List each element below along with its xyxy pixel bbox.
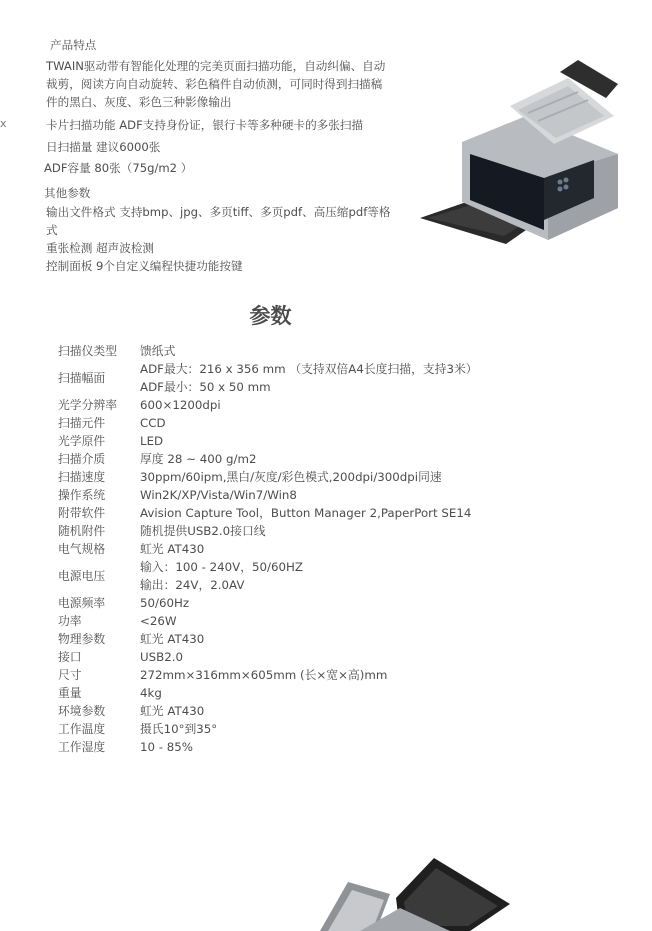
product-features-section bbox=[0, 0, 652, 290]
param-value-line: 4kg bbox=[140, 686, 162, 700]
param-value-line: CCD bbox=[140, 416, 166, 430]
twain-line-3: 件的黑白、灰度、彩色三种影像输出 bbox=[46, 95, 232, 109]
param-value-line: 50/60Hz bbox=[140, 596, 190, 610]
param-name: 操作系统 bbox=[58, 488, 106, 502]
param-value-line: Win2K/XP/Vista/Win7/Win8 bbox=[140, 488, 297, 502]
param-value bbox=[140, 504, 488, 522]
param-row bbox=[48, 738, 488, 756]
param-name: 扫描元件 bbox=[58, 416, 106, 430]
param-name: 附带软件 bbox=[58, 506, 106, 520]
param-name: 重量 bbox=[58, 686, 82, 700]
param-value bbox=[140, 648, 488, 666]
param-value bbox=[140, 684, 488, 702]
param-row bbox=[48, 540, 488, 558]
param-name: 接口 bbox=[58, 650, 82, 664]
param-value-line: 10 - 85% bbox=[140, 740, 193, 754]
param-value-line: ADF最小：50 x 50 mm bbox=[140, 380, 271, 394]
param-name: 扫描介质 bbox=[58, 452, 106, 466]
param-value-line: 虹光 AT430 bbox=[140, 632, 205, 646]
param-value-line: 输入：100 - 240V，50/60HZ bbox=[140, 560, 303, 574]
param-value-line: 输出：24V，2.0AV bbox=[140, 578, 245, 592]
param-value bbox=[140, 666, 488, 684]
param-value bbox=[140, 360, 488, 396]
param-row bbox=[48, 612, 488, 630]
adf-capacity-text: ADF容量 80张（75g/m2 ） bbox=[44, 161, 193, 175]
param-value-line: 馈纸式 bbox=[140, 344, 176, 358]
param-value-line: Avision Capture Tool，Button Manager 2,PaperPort SE14 bbox=[140, 506, 472, 520]
param-value bbox=[140, 522, 488, 540]
param-name: 电源频率 bbox=[58, 596, 106, 610]
param-row bbox=[48, 648, 488, 666]
param-value-line: 600×1200dpi bbox=[140, 398, 221, 412]
param-value bbox=[140, 612, 488, 630]
param-row bbox=[48, 666, 488, 684]
param-value bbox=[140, 342, 488, 360]
param-value bbox=[140, 630, 488, 648]
param-value-line: <26W bbox=[140, 614, 177, 628]
param-value-line: USB2.0 bbox=[140, 650, 183, 664]
param-name: 电气规格 bbox=[58, 542, 106, 556]
other-params-heading: 其他参数 bbox=[44, 186, 91, 200]
param-value bbox=[140, 720, 488, 738]
param-value bbox=[140, 558, 488, 594]
features-heading: 产品特点 bbox=[50, 38, 97, 52]
param-name: 环境参数 bbox=[58, 704, 106, 718]
param-row bbox=[48, 396, 488, 414]
param-row bbox=[48, 522, 488, 540]
param-name: 光学原件 bbox=[58, 434, 106, 448]
param-value bbox=[140, 486, 488, 504]
param-value bbox=[140, 450, 488, 468]
control-panel-text: 控制面板 9个自定义编程快捷功能按键 bbox=[46, 259, 243, 273]
double-feed-text: 重张检测 超声波检测 bbox=[46, 241, 155, 255]
param-value bbox=[140, 468, 488, 486]
param-value-line: 摄氏10°到35° bbox=[140, 722, 218, 736]
output-format-line-2: 式 bbox=[46, 223, 58, 237]
param-row bbox=[48, 360, 488, 396]
param-value-line: 272mm×316mm×605mm (长×宽×高)mm bbox=[140, 668, 388, 682]
output-format-line-1: 输出文件格式 支持bmp、jpg、多页tiff、多页pdf、高压缩pdf等格 bbox=[46, 205, 391, 219]
param-name: 随机附件 bbox=[58, 524, 106, 538]
param-value bbox=[140, 702, 488, 720]
document-scanner-partial-image bbox=[300, 852, 560, 931]
param-name: 工作湿度 bbox=[58, 740, 106, 754]
edge-mark: x bbox=[0, 117, 7, 130]
param-value-line: ADF最大：216 x 356 mm （支持双倍A4长度扫描，支持3米） bbox=[140, 362, 478, 376]
param-value bbox=[140, 414, 488, 432]
param-name: 物理参数 bbox=[58, 632, 106, 646]
param-row bbox=[48, 342, 488, 360]
param-name: 工作温度 bbox=[58, 722, 106, 736]
param-name: 功率 bbox=[58, 614, 82, 628]
param-row bbox=[48, 684, 488, 702]
param-name: 扫描幅面 bbox=[58, 371, 106, 385]
param-value-line: 厚度 28 ~ 400 g/m2 bbox=[140, 452, 257, 466]
param-row bbox=[48, 630, 488, 648]
param-name: 电源电压 bbox=[58, 569, 106, 583]
param-name: 扫描仪类型 bbox=[58, 344, 117, 358]
param-row bbox=[48, 594, 488, 612]
param-row bbox=[48, 558, 488, 594]
param-row bbox=[48, 432, 488, 450]
param-row bbox=[48, 450, 488, 468]
param-value bbox=[140, 738, 488, 756]
param-value-line: 30ppm/60ipm,黑白/灰度/彩色模式,200dpi/300dpi同速 bbox=[140, 470, 442, 484]
param-value bbox=[140, 540, 488, 558]
param-name: 扫描速度 bbox=[58, 470, 106, 484]
param-value-line: 随机提供USB2.0接口线 bbox=[140, 524, 266, 538]
param-value-line: 虹光 AT430 bbox=[140, 704, 205, 718]
param-row bbox=[48, 720, 488, 738]
param-row bbox=[48, 468, 488, 486]
twain-line-1: TWAIN驱动带有智能化处理的完美页面扫描功能，自动纠偏、自动 bbox=[46, 59, 386, 73]
daily-volume-text: 日扫描量 建议6000张 bbox=[46, 140, 161, 154]
document-scanner-image bbox=[418, 58, 628, 254]
twain-line-2: 裁剪，阅读方向自动旋转、彩色稿件自动侦测，可同时得到扫描稿 bbox=[46, 77, 383, 91]
param-row bbox=[48, 702, 488, 720]
params-title: 参数 bbox=[249, 304, 292, 328]
card-scan-text: 卡片扫描功能 ADF支持身份证，银行卡等多种硬卡的多张扫描 bbox=[46, 118, 364, 132]
param-value bbox=[140, 396, 488, 414]
param-row bbox=[48, 414, 488, 432]
param-value-line: 虹光 AT430 bbox=[140, 542, 205, 556]
param-value bbox=[140, 594, 488, 612]
param-value bbox=[140, 432, 488, 450]
param-name: 尺寸 bbox=[58, 668, 82, 682]
param-row bbox=[48, 504, 488, 522]
params-table bbox=[48, 342, 488, 756]
param-value-line: LED bbox=[140, 434, 164, 448]
param-name: 光学分辨率 bbox=[58, 398, 117, 412]
param-row bbox=[48, 486, 488, 504]
